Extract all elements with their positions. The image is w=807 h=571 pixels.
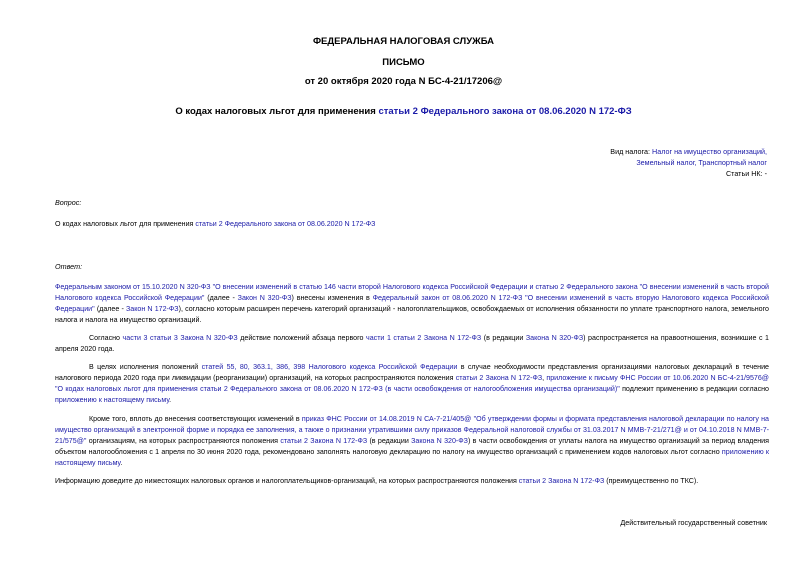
paragraph-text: ) в части освобождения от уплаты налога на имущество организаций за период владения объектом налогообложения с 1 апреля по 30 июня 2020 года, рекомендовано заполнять налоговую декларацию по налогу на имущество организаций с применением кодов налоговых льгот согласно [55, 437, 769, 456]
document-link[interactable]: приложение к письму ФНС России от 10.06.2020 N БС-4-21/9576@ "О кодах налоговых льгот для применения статьи 2 Федерального закона от 08.06.2020 N 172-ФЗ (в части освобождения от налогообложения имущества организаций)" [55, 374, 770, 393]
answer-paragraph-5 [55, 476, 769, 487]
paragraph-text: (далее - [204, 294, 238, 302]
paragraph-text: (в редакции [367, 437, 412, 445]
document-type: ПИСЬМО [382, 57, 425, 68]
tax-type-link-land-transport[interactable]: Земельный налог, Транспортный налог [636, 158, 767, 167]
paragraph-text: Согласно [89, 334, 123, 342]
answer-paragraph-1 [55, 282, 769, 326]
answer-paragraph-4 [55, 414, 769, 469]
document-subject [0, 106, 807, 117]
document-link[interactable]: части 3 статьи 3 Закона N 320-ФЗ [122, 334, 238, 342]
document-link[interactable]: Федеральный закон от 08.06.2020 N 172-ФЗ "О внесении изменений в часть вторую Налогового кодекса Российской Федерации" [55, 294, 770, 313]
agency-heading: ФЕДЕРАЛЬНАЯ НАЛОГОВАЯ СЛУЖБА [312, 36, 495, 47]
subject-law-link[interactable]: статьи 2 Федерального закона от 08.06.2020 N 172-ФЗ [378, 106, 632, 117]
tax-type-link-property[interactable]: Налог на имущество организаций, [652, 147, 767, 156]
document-link[interactable]: статьи 2 Закона N 172-ФЗ [455, 374, 543, 382]
answer-label: Ответ: [55, 262, 83, 271]
paragraph-text: В целях исполнения положений [89, 363, 202, 371]
paragraph-text: ), согласно которым расширен перечень категорий организаций - налогоплательщиков, освобождаемых от исполнения обязанности по уплате транспортного налога, земельного налога и налога на имущество организаций. [55, 305, 769, 324]
tax-type-line1 [610, 146, 767, 157]
document-link[interactable]: приложению к настоящему письму [55, 396, 170, 404]
paragraph-text: в случае необходимости представления организациями налоговых деклараций в течение налогового периода 2020 года при ликвидации (реорганизации) организаций, на которых распространяются положения [55, 363, 769, 382]
document-link[interactable]: приказ ФНС России от 14.08.2019 N СА-7-21/405@ "Об утверждении формы и формата представления налоговой декларации по налогу на имущество организаций в электронной форме и порядка ее заполнения, а также о признании утратившими силу приказов Федеральной налоговой службы от 31.03.2017 N ММВ-7-21/271@ и от 04.10.2018 N ММВ-7-21/575@" [55, 415, 769, 445]
tax-code-articles: Статьи НК: - [725, 169, 767, 178]
document-date-number: от 20 октября 2020 года N БС-4-21/17206@ [304, 76, 503, 87]
paragraph-text: . [120, 459, 123, 467]
tax-type-block [610, 146, 767, 179]
signatory-title: Действительный государственный советник [620, 518, 767, 527]
document-link[interactable]: Закона N 320-ФЗ [525, 334, 584, 342]
paragraph-text: организациям, на которых распространяются положения [86, 437, 281, 445]
paragraph-text: , [542, 374, 547, 382]
paragraph-text: . [169, 396, 172, 404]
paragraph-text: Кроме того, вплоть до внесения соответствующих изменений в [89, 415, 302, 423]
paragraph-text: (далее - [94, 305, 126, 313]
document-link[interactable]: статей 55, 80, 363.1, 386, 398 Налогового кодекса Российской Федерации [201, 363, 458, 371]
question-prefix: О кодах налоговых льгот для применения [55, 220, 196, 228]
paragraph-text: подлежит применению в редакции согласно [619, 385, 769, 393]
paragraph-text: ) распространяется на правоотношения, возникшие с 1 апреля 2020 года. [55, 334, 769, 353]
subject-prefix: О кодах налоговых льгот для применения [175, 106, 379, 117]
document-link[interactable]: Федеральным законом от 15.10.2020 N 320-ФЗ "О внесении изменений в статью 146 части второй Налогового кодекса Российской Федерации и статью 2 Федерального закона "О внесении изменений в часть второй Налогового кодекса Российской Федерации" [55, 283, 769, 302]
document-link[interactable]: Закона N 320-ФЗ [411, 437, 468, 445]
tax-type-label: Вид налога: [610, 147, 652, 156]
document-link[interactable]: Закон N 172-ФЗ [125, 305, 179, 313]
question-law-link[interactable]: статьи 2 Федерального закона от 08.06.2020 N 172-ФЗ [195, 220, 376, 228]
answer-paragraph-3 [55, 362, 769, 406]
paragraph-text: действие положений абзаца первого [237, 334, 366, 342]
document-link[interactable]: Закон N 320-ФЗ [237, 294, 292, 302]
paragraph-text: ) внесены изменения в [291, 294, 373, 302]
paragraph-text: (в редакции [481, 334, 526, 342]
question-text [55, 219, 769, 230]
answer-paragraph-2 [55, 333, 769, 355]
document-link[interactable]: статьи 2 Закона N 172-ФЗ [280, 437, 368, 445]
document-link[interactable]: части 1 статьи 2 Закона N 172-ФЗ [366, 334, 482, 342]
paragraph-text: (преимущественно по ТКС). [604, 477, 699, 485]
document-link[interactable]: статьи 2 Закона N 172-ФЗ [518, 477, 605, 485]
document-link[interactable]: приложению к настоящему письму [55, 448, 769, 467]
question-label: Вопрос: [55, 198, 82, 207]
paragraph-text: Информацию доведите до нижестоящих налоговых органов и налогоплательщиков-организаций, на которых распространяются положения [55, 477, 519, 485]
